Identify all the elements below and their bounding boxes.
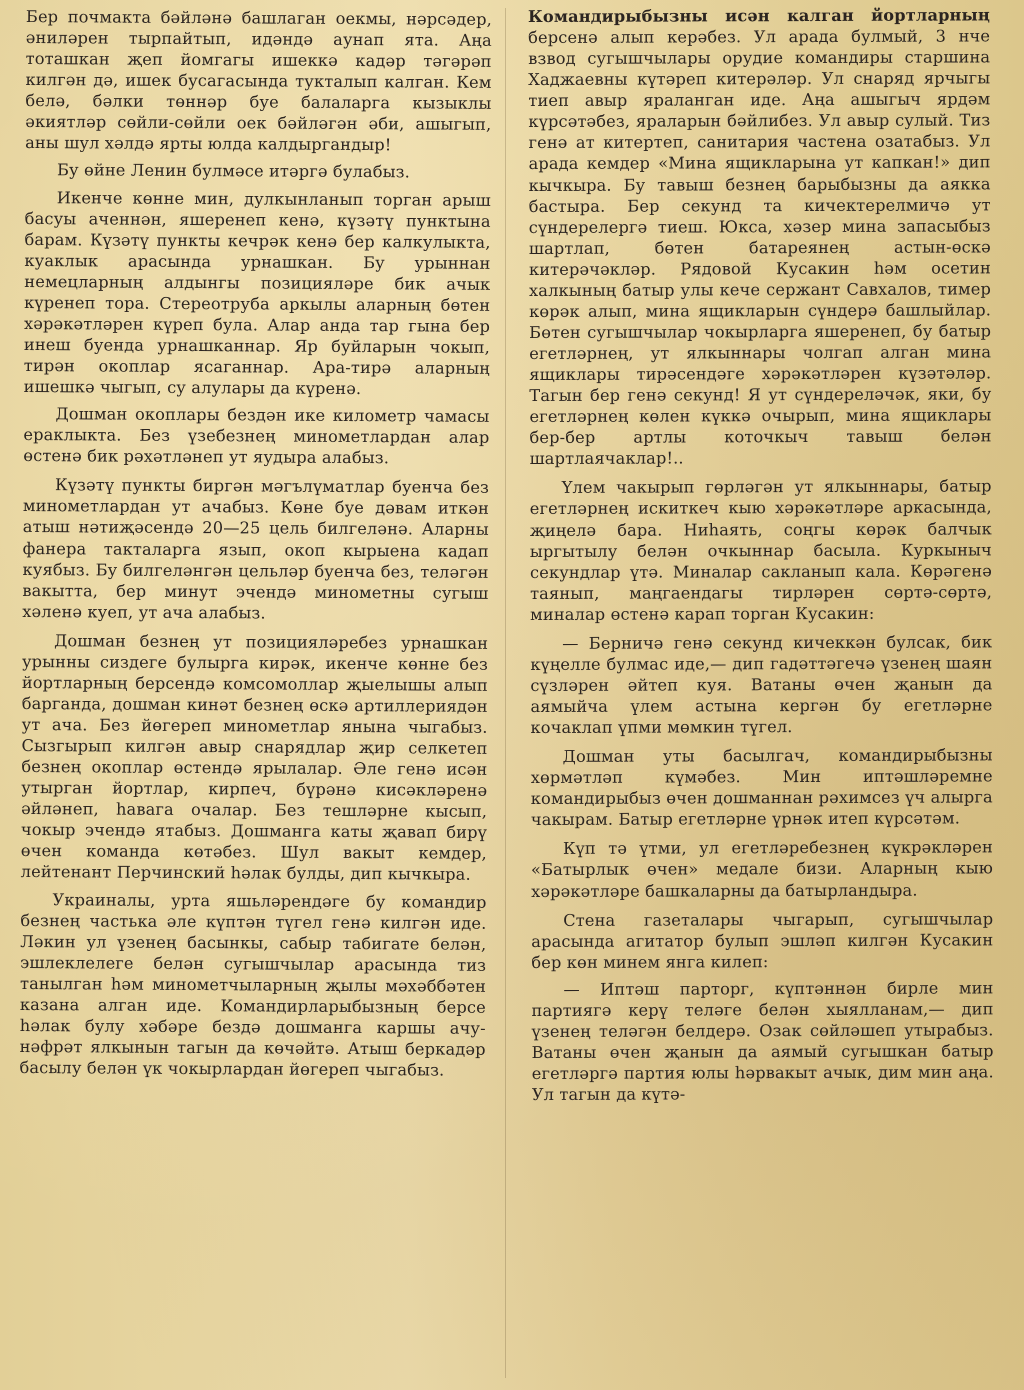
paragraph: — Иптәш парторг, күптәннән бирле мин партиягә керү теләге белән хыялланам,— дип үзенең теләгән белдерә. Озак сөйләшеп утырабыз. Ватаны өчен җанын да аямый сугышкан батыр егетләргә партия юлы һәрвакыт ачык, дим мин аңа. Ул тагын да күтә- xyxy=(531,978,994,1105)
paragraph xyxy=(528,4,992,469)
left-column xyxy=(19,6,492,1087)
paragraph-text: берсенә алып керәбез. Ул арада булмый, 3 нче взвод сугышчылары орудие командиры старшина Хаджаевны күтәреп китерәләр. Ул снаряд ярчыгы тиеп авыр яраланган иде. Аңа ашыгыч ярдәм күрсәтәбез, яраларын бәйлибез. Ул авыр сулый. Тиз генә ат китертеп, санитария частена озатабыз. Ул арада кемдер «Мина ящикларына ут капкан!» дип кычкыра. Бу тавыш безнең барыбызны да аякка бастыра. Бер секунд та кичектерелмичә ут сүндерелергә тиеш. Юкса, хәзер мина запасыбыз шартлап, бөтен батареянең астын-өскә китерәчәкләр. Рядовой Кусакин һәм осетин халкының батыр улы кече сержант Савхалов, тимер көрәк алып, мина ящикларын сүндерә башлыйлар. Бөтен сугышчылар чокырларга яшеренеп, бу батыр егетләрнең, ут ялкыннары чолгап алган мина ящиклары тирәсендәге хәрәкәтләрен күзәтәләр. Тагын бер генә секунд! Я ут сүндереләчәк, яки, бу егетләрнең көлен күккә очырып, мина ящиклары бер-бер артлы коточкыч тавыш белән шартлаячаклар!.. xyxy=(528,26,992,469)
paragraph: Күзәтү пункты биргән мәгълүматлар буенча без минометлардан ут ачабыз. Көне буе дәвам иткән атыш нәтиҗәсендә 20—25 цель билгеләнә. Аларны фанера такталарга язып, окоп кырыена кадап куябыз. Бу билгеләнгән цельләр буенча без, теләгән вакытта, бер минут эчендә минометны сугыш хәленә куеп, ут ача алабыз. xyxy=(22,475,490,623)
paragraph: Дошман окоплары бездән ике километр чамасы ераклыкта. Без үзебезнең минометлардан алар өстенә бик рәхәтләнеп ут яудыра алабыз. xyxy=(23,404,490,468)
paragraph: Икенче көнне мин, дулкынланып торган арыш басуы аченнән, яшеренеп кенә, күзәтү пунктына барам. Күзәтү пункты кечрәк кенә бер калкулыкта, куаклык арасында урнашкан. Бу урыннан немецларның алдынгы позицияләре бик ачык күренеп тора. Стереотруба аркылы аларның бөтен хәрәкәтләрен күреп була. Алар анда тар гына бер инеш буенда урнашканнар. Яр буйларын чокып, тирән окоплар ясаганнар. Ара-тирә аларның ишешкә чыгып, су алулары да күренә. xyxy=(23,187,491,399)
paragraph: Украиналы, урта яшьләрендәге бу командир безнең частька әле күптән түгел генә килгән иде. Ләкин ул үзенең басынкы, сабыр табигате белән, эшлеклелеге белән сугышчылар арасында тиз танылган һәм минометчыларның җылы мәхәббәтен казана алган иде. Командирларыбызның берсе һәлак булу хәбәре бездә дошманга каршы ачу-нәфрәт ялкынын тагын да көчәйтә. Атыш беркадәр басылу белән үк чокырлардан йөгереп чыгабыз. xyxy=(19,889,487,1080)
paragraph: Күп тә үтми, ул егетләребезнең күкрәкләрен «Батырлык өчен» медале бизи. Аларның кыю хәрәкәтләре башкаларны да батырландыра. xyxy=(530,837,994,901)
paragraph: Бу өйне Ленин булмәсе итәргә булабыз. xyxy=(56,160,411,182)
column-divider xyxy=(505,8,506,1378)
paragraph: Үлем чакырып гөрләгән ут ялкыннары, батыр егетләрнең искиткеч кыю хәрәкәтләре аркасында, җиңелә бара. Ниһаять, соңгы көрәк балчык ыргытылу белән очкыннар басыла. Куркыныч секундлар үтә. Миналар сакланып кала. Көрәгенә таянып, маңгаендагы тирләрен сөртә-сөртә, миналар өстенә карап торган Кусакин: xyxy=(529,476,993,624)
bold-lead-text: Командирыбызны исән калган йортларның xyxy=(528,5,991,26)
paragraph: Бер почмакта бәйләнә башлаган оекмы, нәрсәдер, әниләрен тырпайтып, идәндә аунап ята. Аңа тоташкан җеп йомгагы ишеккә кадәр тәгәрәп килгән дә, ишек бусагасында тукталып калган. Кем белә, бәлки төннәр буе балаларга кызыклы әкиятләр сөйли-сөйли оек бәйләгән әби, ашыгып, аны шул хәлдә ярты юлда калдыргандыр! xyxy=(25,6,492,155)
paragraph: — Берничә генә секунд кичеккән булсак, бик күңелле булмас иде,— дип гадәттәгечә үзенең шаян сүзләрен әйтеп куя. Ватаны өчен җанын да аямыйча үлем астына кергән бу егетләрне кочаклап үпми мөмкин түгел. xyxy=(530,632,993,738)
paragraph: Дошман безнең ут позицияләребез урнашкан урынны сиздеге булырга кирәк, икенче көнне без йортларның берсендә комсомоллар җыелышы алып барганда, дошман кинәт безнең өскә артиллериядән ут ача. Без йөгереп минометлар янына чыгабыз. Сызгырып килгән авыр снарядлар җир селкетеп безнең окоплар өстендә ярылалар. Әле генә исән утырган йортлар, кирпеч, бүрәнә кисәкләренә әйләнеп, һавага очалар. Без тешләрне кысып, чокыр эчендә ятабыз. Дошманга каты җавап бирү өчен команда көтәбез. Шул вакыт кемдер, лейтенант Перчинский һәлак булды, дип кычкыра. xyxy=(20,630,489,885)
paragraph: Стена газеталары чыгарып, сугышчылар арасында агитатор булып эшләп килгән Кусакин бер көн минем янга килеп: xyxy=(531,908,994,972)
right-column xyxy=(528,4,994,1111)
paragraph: Дошман уты басылгач, командирыбызны хөрмәтләп күмәбез. Мин иптәшләремне командирыбыз өчен дошманнан рәхимсез үч алырга чакырам. Батыр егетләрне үрнәк итеп күрсәтәм. xyxy=(530,745,993,830)
